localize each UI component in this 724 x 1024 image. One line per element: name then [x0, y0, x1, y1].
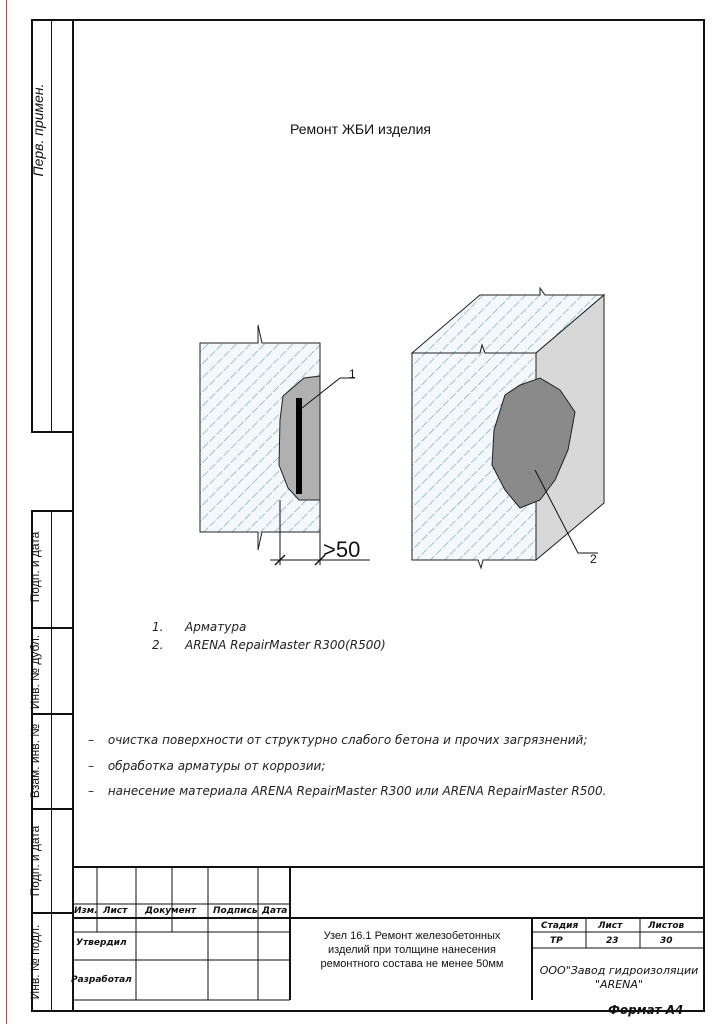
podp-data-bottom-label: Подп. и дата	[28, 825, 42, 897]
sheet-title: Ремонт ЖБИ изделия	[290, 121, 432, 137]
list-item	[88, 733, 587, 747]
callout-2-label: 2	[590, 552, 597, 566]
col-document: Документ	[145, 906, 197, 916]
format-label: Формат А4	[608, 1003, 684, 1017]
stadia-value: ТР	[550, 936, 563, 946]
bullet-marker: –	[88, 759, 94, 773]
vzam-inv-label: Взам. инв. №	[28, 723, 42, 799]
list-label: Лист	[598, 921, 623, 931]
bullet-marker: –	[88, 784, 94, 798]
stadia-label: Стадия	[541, 921, 579, 931]
drawing-description: Узел 16.1 Ремонт железобетонных изделий при толщине нанесения ремонтного состава не менее 50мм	[320, 930, 504, 970]
list-item-text: очистка поверхности от структурно слабого бетона и прочих загрязнений;	[107, 733, 588, 747]
podp-data-top-label: Подп. и дата	[28, 531, 42, 603]
legend-item-1-text: Арматура	[185, 620, 247, 634]
utverdil-label: Утвердил	[76, 938, 127, 948]
list-item-text: обработка арматуры от коррозии;	[107, 759, 326, 773]
inv-podl-label: Инв. № подл.	[28, 924, 42, 1000]
list-item	[88, 784, 606, 798]
col-data: Дата	[262, 906, 288, 916]
legend-item-2-text: ARENA RepairMaster R300(R500)	[185, 638, 386, 652]
isometric-view	[412, 288, 604, 568]
razrabotal-label: Разработал	[71, 975, 132, 985]
col-podpis: Подпись	[213, 906, 258, 916]
legend-item-1-num: 1.	[152, 620, 164, 634]
legend-item-2-num: 2.	[152, 638, 164, 652]
col-izm: Изм.	[74, 906, 98, 916]
perv-primen-label: Перв. примен.	[30, 83, 46, 177]
bullet-marker: –	[88, 733, 94, 747]
listov-label: Листов	[648, 921, 685, 931]
list-item	[88, 759, 325, 773]
callout-1-label: 1	[349, 367, 356, 381]
inv-dubl-label: Инв. № дубл.	[28, 634, 42, 710]
dimension-label: >50	[323, 537, 361, 562]
list-item-text: нанесение материала ARENA RepairMaster R300 или ARENA RepairMaster R500.	[107, 784, 607, 798]
section-view	[200, 325, 370, 565]
list-value: 23	[606, 936, 619, 946]
col-list: Лист	[103, 906, 128, 916]
listov-value: 30	[660, 936, 673, 946]
company-name: ООО"Завод гидроизоляции "ARENA"	[539, 964, 699, 991]
